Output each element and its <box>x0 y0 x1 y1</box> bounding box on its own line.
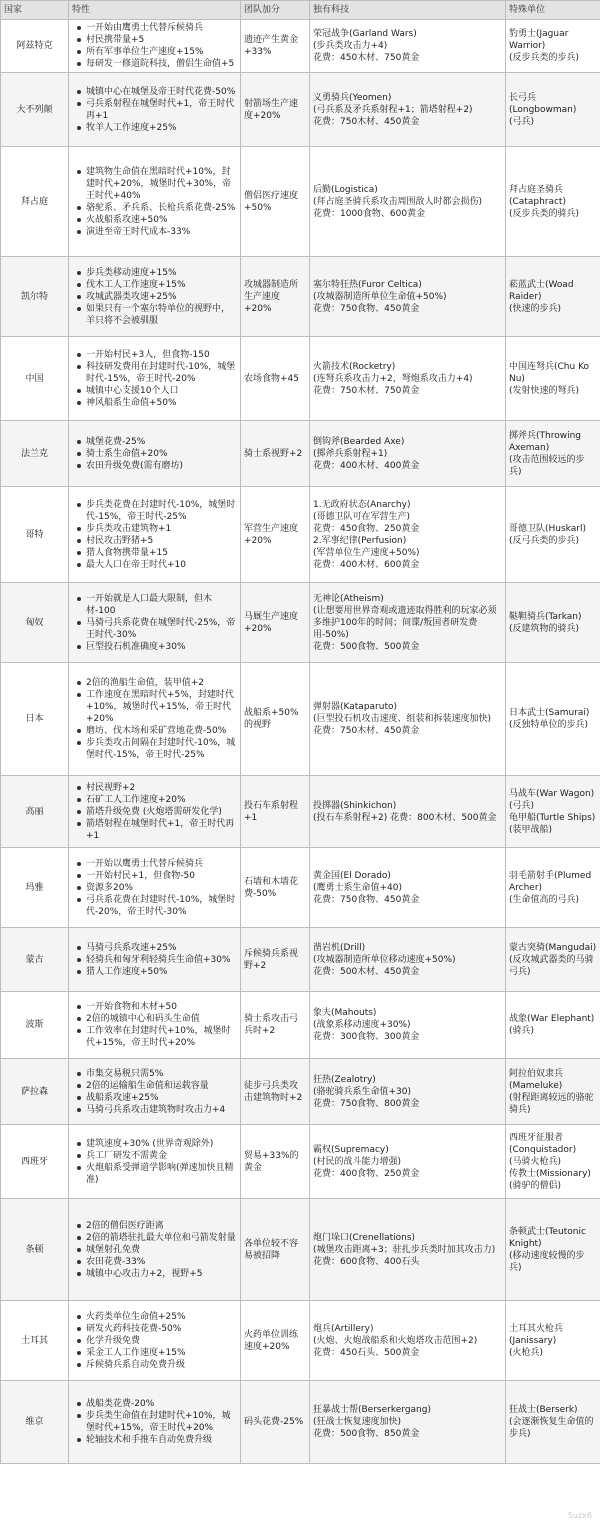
table-row <box>1 73 600 147</box>
unique-tech-cell <box>310 1199 506 1301</box>
table-row <box>1 1199 600 1301</box>
trait-item: 研发火药科技花费-50% <box>86 1323 237 1335</box>
team-bonus-cell: 攻城器制造所生产速度+20% <box>241 257 310 337</box>
tech-line: 花费：400木材、600黄金 <box>313 559 420 570</box>
tech-line: 倒钩斧(Bearded Axe) <box>313 436 405 447</box>
tech-line: 无神论(Atheism) <box>313 593 384 604</box>
trait-item: 马骑弓兵系攻击建筑物时攻击力+4 <box>86 1104 237 1116</box>
unit-line: (反弓兵类的步兵) <box>509 535 580 546</box>
unit-line: (装甲战船) <box>509 824 553 835</box>
table-row <box>1 20 600 73</box>
tech-line: (军营单位生产速度+50%) <box>313 547 420 558</box>
unique-tech-cell <box>310 147 506 257</box>
traits-list <box>72 436 237 472</box>
tech-line: (弓兵系及矛兵系射程+1；箭塔射程+2) <box>313 104 473 115</box>
traits-cell <box>69 583 241 663</box>
traits-cell <box>69 20 241 73</box>
tech-line: 象夫(Mahouts) <box>313 1008 377 1018</box>
unit-line: 长弓兵(Longbowman) <box>509 92 577 115</box>
trait-item: 一开始以鹰勇士代替斥候骑兵 <box>86 858 237 870</box>
trait-item: 磨坊、伐木场和采矿营地花费-50% <box>86 725 237 737</box>
unique-unit-cell <box>506 20 600 73</box>
trait-item: 农田花费-33% <box>86 1256 237 1268</box>
unique-tech-cell <box>310 1381 506 1464</box>
trait-item: 骑士系生命值+20% <box>86 448 237 460</box>
trait-item: 城堡射孔免费 <box>86 1244 237 1256</box>
trait-item: 村民视野+2 <box>86 782 237 794</box>
tech-line: 炮门垛口(Crenellations) <box>313 1232 416 1243</box>
unit-line: (生命值高的弓兵) <box>509 894 580 905</box>
unit-line: (骑兵) <box>509 1026 535 1036</box>
trait-item: 农田升级免费(需有磨坊) <box>86 460 237 472</box>
trait-item: 火炮船系受弹道学影响(弹速加快且精准) <box>86 1162 237 1186</box>
unique-tech-cell <box>310 257 506 337</box>
tech-line: 霸权(Supremacy) <box>313 1144 389 1155</box>
tech-line: (掷斧兵系射程+1) <box>313 448 388 459</box>
table-row <box>1 257 600 337</box>
tech-line: 花费：400食物、250黄金 <box>313 1168 420 1179</box>
unit-line: 阿拉伯奴隶兵(Mameluke) <box>509 1068 564 1091</box>
trait-item: 伐木工人工作速度+15% <box>86 279 237 291</box>
trait-item: 兵工厂研发不需黄金 <box>86 1150 237 1162</box>
unique-tech-cell <box>310 421 506 487</box>
unique-unit-cell <box>506 1301 600 1381</box>
traits-list <box>72 1068 237 1116</box>
table-row <box>1 487 600 583</box>
tech-line: 花费：300食物、300黄金 <box>313 1032 420 1042</box>
tech-line: 花费：750食物、800黄金 <box>313 1098 420 1109</box>
unique-unit-cell <box>506 337 600 421</box>
country-cell: 高丽 <box>1 776 69 848</box>
trait-item: 科技研发费用在封建时代-10%，城堡时代-15%，帝王时代-20% <box>86 361 236 384</box>
unit-line: (射程距离较远的骆驼骑兵) <box>509 1092 594 1115</box>
unique-tech-cell <box>310 20 506 73</box>
unique-tech-cell <box>310 848 506 928</box>
unit-line: (会逐渐恢复生命值的步兵) <box>509 1417 594 1439</box>
trait-item: 猎人食物携带量+15 <box>86 547 237 559</box>
team-bonus-cell: 各单位较不容易被招降 <box>241 1199 310 1301</box>
trait-item: 牧羊人工作速度+25% <box>86 122 237 134</box>
traits-cell <box>69 257 241 337</box>
country-cell: 哥特 <box>1 487 69 583</box>
trait-item: 2倍的箭塔驻扎最大单位和弓箭发射量 <box>86 1232 236 1243</box>
table-row <box>1 1125 600 1199</box>
unit-line: (反步兵类的骑兵) <box>509 208 580 219</box>
traits-cell <box>69 928 241 992</box>
watermark: 5uzx6 <box>567 1511 592 1520</box>
tech-line: (鹰勇士系生命值+40) <box>313 882 403 893</box>
unique-tech-cell <box>310 776 506 848</box>
unit-line: (火枪兵) <box>509 1347 544 1358</box>
table-body <box>1 20 600 1464</box>
team-bonus-cell: 军营生产速度+20% <box>241 487 310 583</box>
team-bonus-cell: 投石车系射程+1 <box>241 776 310 848</box>
trait-item: 如果只有一个塞尔特单位的视野中，羊只将不会被驯服 <box>86 303 237 327</box>
table-row <box>1 337 600 421</box>
unit-line: 狂战士(Berserk) <box>509 1405 578 1415</box>
traits-list <box>72 349 237 409</box>
table-row <box>1 1059 600 1125</box>
table-row <box>1 1381 600 1464</box>
trait-item: 城堡花费-25% <box>86 436 237 448</box>
unique-tech-cell <box>310 928 506 992</box>
traits-list <box>72 166 237 238</box>
trait-item: 资源多20% <box>86 882 237 894</box>
trait-item: 城镇中心支援10个人口 <box>86 385 237 397</box>
country-cell: 法兰克 <box>1 421 69 487</box>
unit-line: 哥德卫队(Huskarl) <box>509 523 586 534</box>
country-cell: 条顿 <box>1 1199 69 1301</box>
trait-item: 弓兵系射程在城堡时代+1，帝王时代再+1 <box>86 98 237 122</box>
trait-item: 化学升级免费 <box>86 1335 237 1347</box>
trait-item: 一开始村民+1，但食物-50 <box>86 870 237 882</box>
traits-list <box>72 1398 237 1446</box>
trait-item: 石矿工人工作速度+20% <box>86 794 237 806</box>
country-cell: 中国 <box>1 337 69 421</box>
trait-item: 城镇中心在城堡及帝王时代花费-50% <box>86 86 236 97</box>
team-bonus-cell: 马厩生产速度+20% <box>241 583 310 663</box>
tech-line: 花费：750食物、450黄金 <box>313 303 420 314</box>
trait-item: 一开始就是人口最大限制，但木材-100 <box>86 593 237 617</box>
traits-list <box>72 1001 237 1049</box>
tech-line: 炮兵(Artillery) <box>313 1323 374 1334</box>
tech-line: 花费：500木材、450黄金 <box>313 966 420 977</box>
team-bonus-cell: 农场食物+45 <box>241 337 310 421</box>
team-bonus-cell: 骑士系视野+2 <box>241 421 310 487</box>
traits-cell <box>69 1059 241 1125</box>
trait-item: 一开始村民+3人，但食物-150 <box>86 349 237 361</box>
unique-unit-cell <box>506 421 600 487</box>
unit-line: (弓兵) <box>509 800 535 811</box>
tech-line: 荣冠战争(Garland Wars) <box>313 29 417 39</box>
trait-item: 步兵类攻击间隔在封建时代-10%，城堡时代-15%，帝王时代-25% <box>86 738 236 760</box>
tech-line: (连弩兵系攻击力+2，弩炮系攻击力+4) <box>313 373 473 384</box>
country-cell: 匈奴 <box>1 583 69 663</box>
unique-tech-cell <box>310 487 506 583</box>
tech-line: 1.无政府状态(Anarchy) <box>313 499 411 510</box>
traits-cell <box>69 421 241 487</box>
header-unique-tech: 独有科技 <box>310 1 506 20</box>
country-cell: 维京 <box>1 1381 69 1464</box>
tech-line: (拜占庭圣骑兵系攻击周围敌人时都会损伤) <box>313 196 483 207</box>
country-cell: 大不列颠 <box>1 73 69 147</box>
trait-item: 一开始食物和木材+50 <box>86 1001 237 1013</box>
trait-item: 战船系攻速+25% <box>86 1092 237 1104</box>
traits-list <box>72 22 237 70</box>
unique-unit-cell <box>506 928 600 992</box>
traits-cell <box>69 487 241 583</box>
traits-cell <box>69 776 241 848</box>
unit-line: 龟甲船(Turtle Ships) <box>509 812 596 823</box>
trait-item: 步兵类生命值在封建时代+10%，城堡时代+15%，帝王时代+20% <box>86 1410 237 1434</box>
trait-item: 攻城武器类攻速+25% <box>86 291 237 303</box>
tech-line: (攻城器制造所单位移动速度+50%) <box>313 954 456 965</box>
tech-line: (战象系移动速度+30%) <box>313 1020 411 1030</box>
tech-line: 花费：750木材、750黄金 <box>313 385 420 396</box>
unit-line: (弓兵) <box>509 116 535 127</box>
trait-item: 步兵类攻击建筑物+1 <box>86 523 237 535</box>
tech-line: 狂暴战士帮(Berserkergang) <box>313 1405 431 1415</box>
trait-item: 2倍的城镇中心和码头生命值 <box>86 1013 237 1025</box>
unit-line: 战象(War Elephant) <box>509 1014 595 1024</box>
trait-item: 轮轴技术和手推车自动免费升级 <box>86 1434 237 1446</box>
trait-item: 所有军事单位生产速度+15% <box>86 46 237 58</box>
team-bonus-cell: 贸易+33%的黄金 <box>241 1125 310 1199</box>
trait-item: 采金工人工作速度+15% <box>86 1347 237 1359</box>
country-cell: 玛雅 <box>1 848 69 928</box>
country-cell: 波斯 <box>1 992 69 1059</box>
unique-unit-cell <box>506 992 600 1059</box>
unit-line: (反攻城武器类的马骑弓兵) <box>509 954 594 977</box>
unit-line: (骑驴的僧侣) <box>509 1180 562 1191</box>
traits-cell <box>69 337 241 421</box>
unit-line: 中国连弩兵(Chu Ko Nu) <box>509 361 590 384</box>
trait-item: 村民携带量+5 <box>86 34 237 46</box>
tech-line: (步兵类攻击力+4) <box>313 41 388 51</box>
unique-unit-cell <box>506 583 600 663</box>
tech-line: 花费：500食物、500黄金 <box>313 641 420 652</box>
country-cell: 凯尔特 <box>1 257 69 337</box>
trait-item: 箭塔升级免费 (火炮塔需研发化学) <box>86 806 237 818</box>
table-row <box>1 992 600 1059</box>
tech-line: (攻城器制造所单位生命值+50%) <box>313 291 447 302</box>
unit-line: 西班牙征服者(Conquistador) <box>509 1132 577 1155</box>
trait-item: 2倍的渔船生命值，装甲值+2 <box>86 677 237 689</box>
trait-item: 巨型投石机准确度+30% <box>86 641 237 653</box>
trait-item: 火战船系攻速+50% <box>86 214 237 226</box>
trait-item: 斥候骑兵系自动免费升级 <box>86 1359 237 1371</box>
unique-unit-cell <box>506 663 600 776</box>
traits-cell <box>69 1199 241 1301</box>
tech-line: (哥德卫队可在军营生产) <box>313 511 411 522</box>
tech-line: 弹射器(Kataparuto) <box>313 702 397 712</box>
tech-line: (村民的战斗能力增强) <box>313 1156 402 1167</box>
unit-line: (反步兵类的步兵) <box>509 53 580 63</box>
tech-line: (巨型投石机攻击速度、组装和拆装速度加快) <box>313 714 492 724</box>
header-traits: 特性 <box>69 1 241 20</box>
country-cell: 西班牙 <box>1 1125 69 1199</box>
tech-line: (骆驼骑兵系生命值+30) <box>313 1086 412 1097</box>
table-row <box>1 583 600 663</box>
unit-line: 传教士(Missionary) <box>509 1168 591 1179</box>
tech-line: 花费：1000食物、600黄金 <box>313 208 426 219</box>
table-row <box>1 663 600 776</box>
traits-list <box>72 499 237 571</box>
country-cell: 蒙古 <box>1 928 69 992</box>
trait-item: 每研发一修道院科技，僧侣生命值+5 <box>86 58 237 70</box>
unit-line: 羽毛箭射手(Plumed Archer) <box>509 870 592 893</box>
trait-item: 箭塔射程在城堡时代+1，帝王时代再+1 <box>86 818 237 842</box>
tech-line: 花费：750木材、450黄金 <box>313 726 420 736</box>
traits-list <box>72 782 237 842</box>
unit-line: 拜占庭圣骑兵(Cataphract) <box>509 184 566 207</box>
tech-line: (让想要用世界奇观或遗迹取得胜利的玩家必须多维护100年的时间；间谍/叛国者研发费用-50%) <box>313 605 497 640</box>
traits-cell <box>69 1381 241 1464</box>
traits-list <box>72 1311 237 1371</box>
trait-item: 建筑物生命值在黑暗时代+10%，封建时代+20%，城堡时代+30%，帝王时代+40% <box>86 166 237 202</box>
trait-item: 村民攻击野猪+5 <box>86 535 237 547</box>
unit-line: 马战车(War Wagon) <box>509 788 595 799</box>
table-row <box>1 928 600 992</box>
traits-cell <box>69 1125 241 1199</box>
unique-tech-cell <box>310 1059 506 1125</box>
unique-unit-cell <box>506 147 600 257</box>
tech-line: (城堡攻击距离+3；驻扎步兵类时加其攻击力) <box>313 1244 496 1255</box>
trait-item: 步兵类移动速度+15% <box>86 267 237 279</box>
country-cell: 阿兹特克 <box>1 20 69 73</box>
trait-item: 一开始由鹰勇士代替斥候骑兵 <box>86 22 237 34</box>
tech-line: (狂战士恢复速度加快) <box>313 1417 402 1427</box>
trait-item: 工作速度在黑暗时代+5%，封建时代+10%，城堡时代+15%，帝王时代+20% <box>86 689 237 725</box>
traits-list <box>72 677 237 761</box>
unit-line: 鞑靼骑兵(Tarkan) <box>509 611 582 622</box>
traits-list <box>72 942 237 978</box>
unit-line: 蒙古突骑(Mangudai) <box>509 942 597 953</box>
team-bonus-cell: 战船系+50%的视野 <box>241 663 310 776</box>
trait-item: 演进至帝王时代成本-33% <box>86 226 237 238</box>
unit-line: (攻击范围较远的步兵) <box>509 454 585 477</box>
team-bonus-cell: 射箭场生产速度+20% <box>241 73 310 147</box>
tech-line: 义勇骑兵(Yeomen) <box>313 92 392 103</box>
table-row <box>1 848 600 928</box>
trait-item: 工作效率在封建时代+10%，城堡时代+15%，帝王时代+20% <box>86 1025 237 1049</box>
unit-line: 掷斧兵(Throwing Axeman) <box>509 430 582 453</box>
table-row <box>1 776 600 848</box>
traits-cell <box>69 992 241 1059</box>
trait-item: 最大人口在帝王时代+10 <box>86 559 237 571</box>
tech-line: 花费：500食物、850黄金 <box>313 1429 420 1439</box>
tech-line: (火炮、火炮战船系和火炮塔攻击范围+2) <box>313 1335 478 1346</box>
tech-line: 花费：450木材、750黄金 <box>313 53 420 63</box>
unique-tech-cell <box>310 583 506 663</box>
header-country: 国家 <box>1 1 69 20</box>
table-header-row <box>1 1 600 20</box>
unique-tech-cell <box>310 337 506 421</box>
unit-line: (发射快速的弩兵) <box>509 385 580 396</box>
trait-item: 2倍的僧侣医疗距离 <box>86 1220 237 1232</box>
traits-list <box>72 86 237 134</box>
tech-line: 投掷器(Shinkichon) <box>313 800 397 811</box>
trait-item: 神风船系生命值+50% <box>86 397 237 409</box>
traits-list <box>72 1220 237 1280</box>
table-row <box>1 147 600 257</box>
tech-line: 狂热(Zealotry) <box>313 1074 376 1085</box>
unit-line: (马骑火枪兵) <box>509 1156 562 1167</box>
tech-line: 花费：450食物、250黄金 <box>313 523 420 534</box>
unit-line: (反独特单位的步兵) <box>509 720 589 730</box>
trait-item: 建筑速度+30% (世界奇观除外) <box>86 1138 237 1150</box>
unique-unit-cell <box>506 1125 600 1199</box>
unique-tech-cell <box>310 1125 506 1199</box>
table-row <box>1 421 600 487</box>
traits-cell <box>69 73 241 147</box>
unique-unit-cell <box>506 776 600 848</box>
tech-line: 塞尔特狂热(Furor Celtica) <box>313 279 422 290</box>
tech-line: 花费：750木材、450黄金 <box>313 116 420 127</box>
trait-item: 弓兵系花费在封建时代-10%，城堡时代-20%，帝王时代-30% <box>86 894 236 917</box>
unique-unit-cell <box>506 1381 600 1464</box>
traits-cell <box>69 663 241 776</box>
header-team-bonus: 团队加分 <box>241 1 310 20</box>
unique-unit-cell <box>506 848 600 928</box>
unique-tech-cell <box>310 663 506 776</box>
trait-item: 2倍的运输船生命值和运载容量 <box>86 1080 237 1092</box>
trait-item: 火药类单位生命值+25% <box>86 1311 237 1323</box>
tech-line: 火箭技术(Rocketry) <box>313 361 396 372</box>
traits-list <box>72 593 237 653</box>
unit-line: 豹勇士(Jaguar Warrior) <box>509 29 569 51</box>
unit-line: (移动速度较慢的步兵) <box>509 1250 585 1273</box>
tech-line: 花费：750食物、450黄金 <box>313 894 420 905</box>
unit-line: (快速的步兵) <box>509 303 562 314</box>
traits-list <box>72 1138 237 1186</box>
country-cell: 拜占庭 <box>1 147 69 257</box>
traits-list <box>72 858 237 918</box>
unique-unit-cell <box>506 1059 600 1125</box>
trait-item: 步兵类花费在封建时代-10%，城堡时代-15%，帝王时代-25% <box>86 499 236 522</box>
trait-item: 城镇中心攻击力+2，视野+5 <box>86 1268 237 1280</box>
traits-list <box>72 267 237 327</box>
header-unique-unit: 特殊单位 <box>506 1 600 20</box>
trait-item: 马骑弓兵系攻速+25% <box>86 942 237 954</box>
trait-item: 骆驼系、矛兵系、长枪兵系花费-25% <box>86 202 236 213</box>
team-bonus-cell: 石墙和木墙花费-50% <box>241 848 310 928</box>
unique-unit-cell <box>506 257 600 337</box>
unique-unit-cell <box>506 1199 600 1301</box>
unit-line: (反建筑物的骑兵) <box>509 623 580 634</box>
team-bonus-cell: 码头花费-25% <box>241 1381 310 1464</box>
team-bonus-cell: 徒步弓兵类攻击建筑物时+2 <box>241 1059 310 1125</box>
trait-item: 马骑弓兵系花费在城堡时代-25%，帝王时代-30% <box>86 617 236 640</box>
trait-item: 轻骑兵和匈牙利轻骑兵生命值+30% <box>86 954 237 966</box>
tech-line: 花费：600食物、400石头 <box>313 1256 420 1267</box>
traits-cell <box>69 1301 241 1381</box>
tech-line: 后勤(Logistica) <box>313 184 378 195</box>
tech-line: 黄金国(El Dorado) <box>313 870 391 881</box>
unique-unit-cell <box>506 487 600 583</box>
tech-line: 花费：400木材、400黄金 <box>313 460 420 471</box>
team-bonus-cell: 遗迹产生黄金+33% <box>241 20 310 73</box>
team-bonus-cell: 火药单位训练速度+20% <box>241 1301 310 1381</box>
tech-line: 2.军事纪律(Perfusion) <box>313 535 407 546</box>
team-bonus-cell: 骑士系攻击弓兵时+2 <box>241 992 310 1059</box>
unit-line: 日本武士(Samurai) <box>509 708 590 718</box>
trait-item: 猎人工作速度+50% <box>86 966 237 978</box>
unit-line: 土耳其火枪兵(Janissary) <box>509 1323 564 1346</box>
traits-cell <box>69 848 241 928</box>
table-row <box>1 1301 600 1381</box>
unique-unit-cell <box>506 73 600 147</box>
tech-line: (投石车系射程+2) 花费：800木材、500黄金 <box>313 812 497 823</box>
unique-tech-cell <box>310 992 506 1059</box>
tech-line: 凿岩机(Drill) <box>313 942 366 953</box>
team-bonus-cell: 斥候骑兵系视野+2 <box>241 928 310 992</box>
unit-line: 条顿武士(Teutonic Knight) <box>509 1226 586 1249</box>
tech-line: 花费：450石头、500黄金 <box>313 1347 420 1358</box>
team-bonus-cell: 僧侣医疗速度+50% <box>241 147 310 257</box>
unique-tech-cell <box>310 73 506 147</box>
unit-line: 菘蓝武士(Woad Raider) <box>509 279 574 302</box>
country-cell: 萨拉森 <box>1 1059 69 1125</box>
country-cell: 日本 <box>1 663 69 776</box>
unique-tech-cell <box>310 1301 506 1381</box>
trait-item: 战船类花费-20% <box>86 1398 237 1410</box>
traits-cell <box>69 147 241 257</box>
country-cell: 土耳其 <box>1 1301 69 1381</box>
trait-item: 市集交易税只需5% <box>86 1068 237 1080</box>
